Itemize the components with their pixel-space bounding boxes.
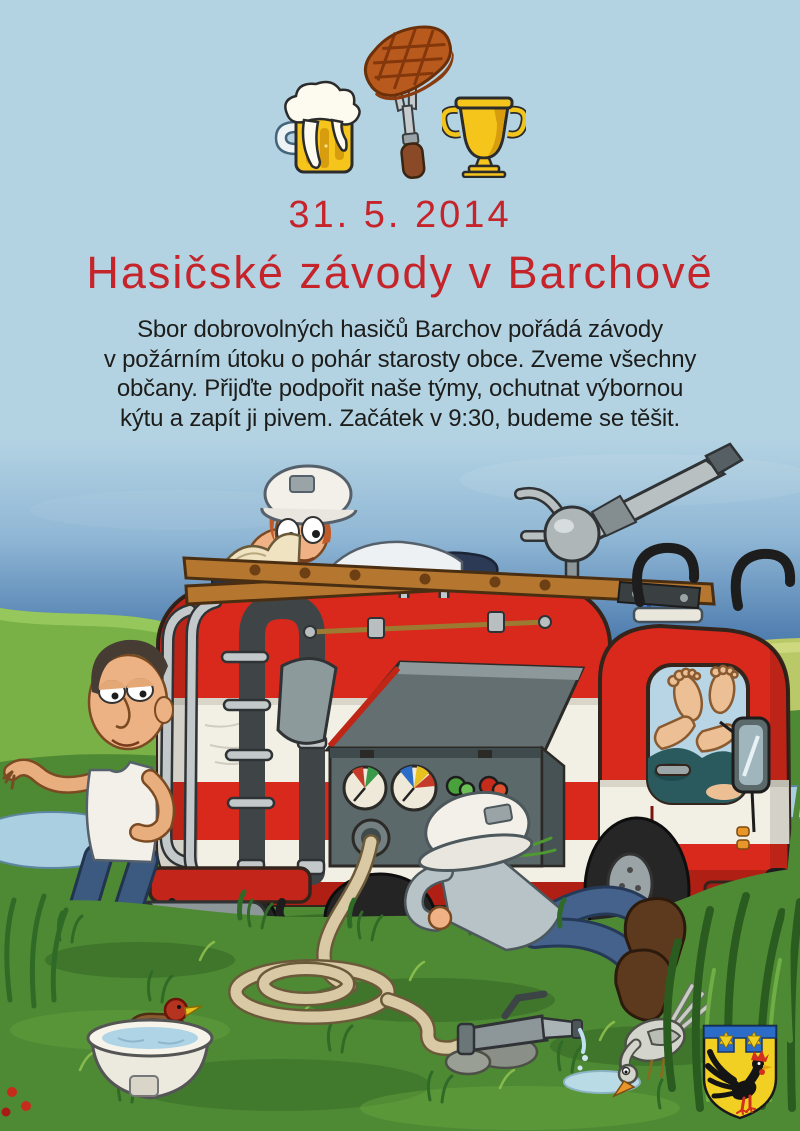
- description-line: občany. Přijďte podpořit naše týmy, ochutnat výbornou: [116, 375, 684, 402]
- event-description: [0, 315, 800, 433]
- door-handle: [656, 765, 690, 775]
- description-line: Sbor dobrovolných hasičů Barchov pořádá závody: [137, 316, 663, 343]
- trophy-icon: [442, 88, 526, 178]
- barchov-coat-of-arms: [700, 1022, 780, 1122]
- firefighters-fire-truck-illustration: [0, 440, 800, 1131]
- event-date: 31. 5. 2014: [288, 194, 512, 236]
- description-line: kýtu a zapít ji pivem. Začátek v 9:30, budeme se těšit.: [120, 404, 680, 432]
- poster-header: [0, 0, 800, 433]
- event-title: Hasičské závody v Barchově: [86, 247, 714, 298]
- beer-mug-icon: [274, 76, 366, 180]
- header-icons: [0, 12, 800, 180]
- description-line: v požárním útoku o pohár starosty obce. Zveme všechny: [103, 345, 697, 373]
